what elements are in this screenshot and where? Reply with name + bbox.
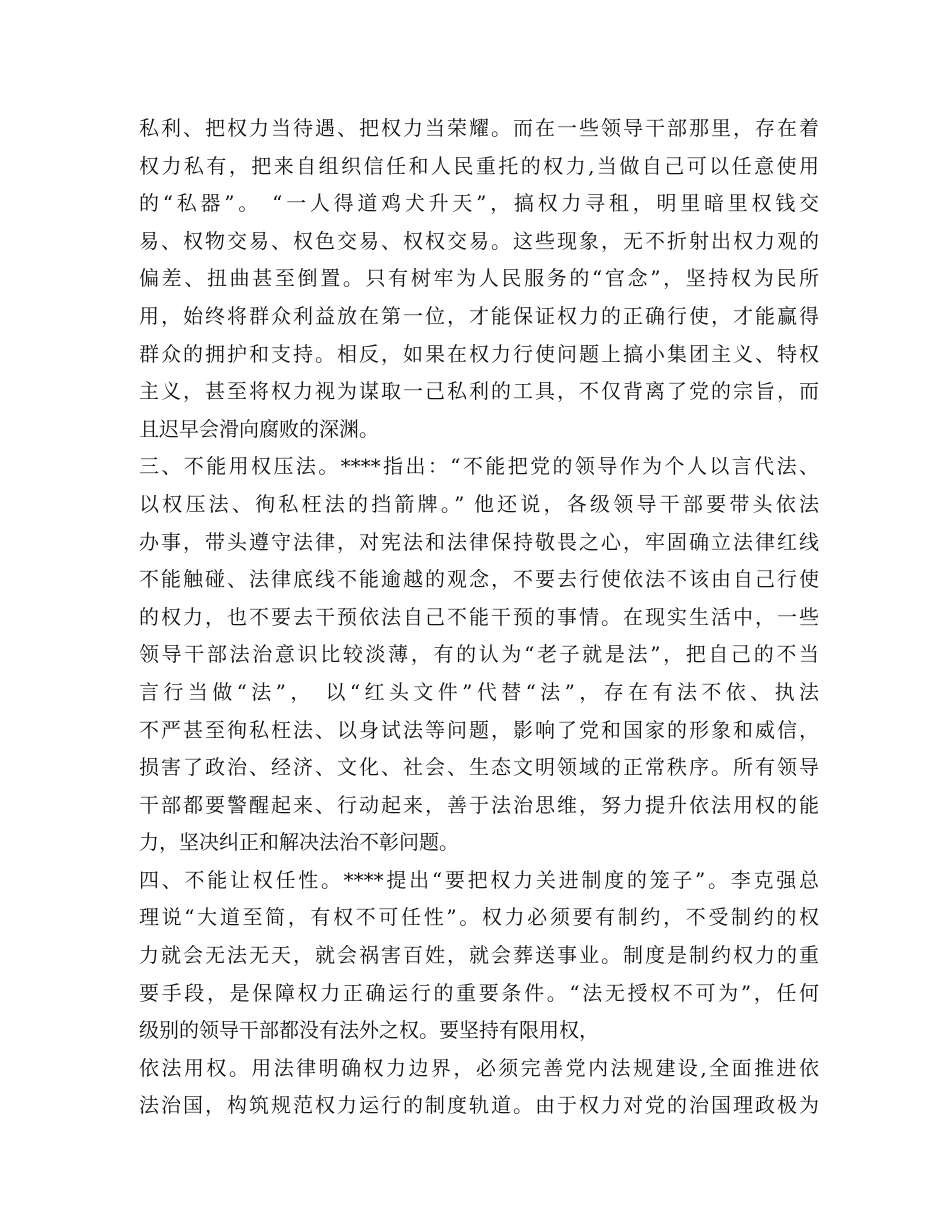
text-line: 法治国，构筑规范权力运行的制度轨道。由于权力对党的治国理政极为 xyxy=(139,1093,819,1118)
text-line: 损害了政治、经济、文化、社会、生态文明领域的正常秩序。所有领导 xyxy=(139,755,819,780)
text-line: 私利、把权力当待遇、把权力当荣耀。而在一些领导干部那里，存在着 xyxy=(139,116,819,140)
text-line: 领导干部法治意识比较淡薄，有的认为“老子就是法”，把自己的不当 xyxy=(139,642,819,667)
text-line: 力，坚决纠正和解决法治不彰问题。 xyxy=(139,830,459,855)
text-line: 不严甚至徇私枉法、以身试法等问题，影响了党和国家的形象和威信， xyxy=(139,717,819,742)
text-line: 主义，甚至将权力视为谋取一己私利的工具，不仅背离了党的宗旨，而 xyxy=(139,379,819,404)
text-line: 言行当做“法”， 以“红头文件”代替“法”，存在有法不依、执法 xyxy=(139,679,819,704)
text-line: 以权压法、徇私枉法的挡箭牌。” 他还说，各级领导干部要带头依法 xyxy=(139,491,819,516)
text-line: 四、不能让权任性。****提出“要把权力关进制度的笼子”。李克强总 xyxy=(139,867,819,892)
text-line: 要手段，是保障权力正确运行的重要条件。“法无授权不可为”，任何 xyxy=(139,980,819,1005)
text-line: 力就会无法无天，就会祸害百姓，就会葬送事业。制度是制约权力的重 xyxy=(139,943,819,968)
text-line: 理说“大道至简，有权不可任性”。权力必须要有制约，不受制约的权 xyxy=(139,905,819,930)
text-line: 不能触碰、法律底线不能逾越的观念，不要去行使依法不该由自己行使 xyxy=(139,567,819,592)
text-line: 级别的领导干部都没有法外之权。要坚持有限用权， xyxy=(139,1018,599,1043)
text-line: 依法用权。用法律明确权力边界，必须完善党内法规建设,全面推进依 xyxy=(139,1055,819,1080)
body-text xyxy=(139,110,819,1125)
text-line: 的权力，也不要去干预依法自己不能干预的事情。在现实生活中，一些 xyxy=(139,604,819,629)
text-line: 易、权物交易、权色交易、权权交易。这些现象，无不折射出权力观的 xyxy=(139,228,819,253)
text-line: 权力私有，把来自组织信任和人民重托的权力,当做自己可以任意使用 xyxy=(139,153,819,178)
text-line: 办事，带头遵守法律，对宪法和法律保持敬畏之心，牢固确立法律红线 xyxy=(139,529,819,554)
text-line: 干部都要警醒起来、行动起来，善于法治思维，努力提升依法用权的能 xyxy=(139,792,819,817)
text-line: 偏差、扭曲甚至倒置。只有树牢为人民服务的“官念”，坚持权为民所 xyxy=(139,266,819,291)
text-line: 的“私器”。 “一人得道鸡犬升天”，搞权力寻租，明里暗里权钱交 xyxy=(139,191,819,216)
text-line: 且迟早会滑向腐败的深渊。 xyxy=(139,416,379,441)
text-line: 群众的拥护和支持。相反，如果在权力行使问题上搞小集团主义、特权 xyxy=(139,341,819,366)
text-line: 三、不能用权压法。****指出：“不能把党的领导作为个人以言代法、 xyxy=(139,454,819,479)
text-line: 用，始终将群众利益放在第一位，才能保证权力的正确行使，才能赢得 xyxy=(139,303,819,328)
